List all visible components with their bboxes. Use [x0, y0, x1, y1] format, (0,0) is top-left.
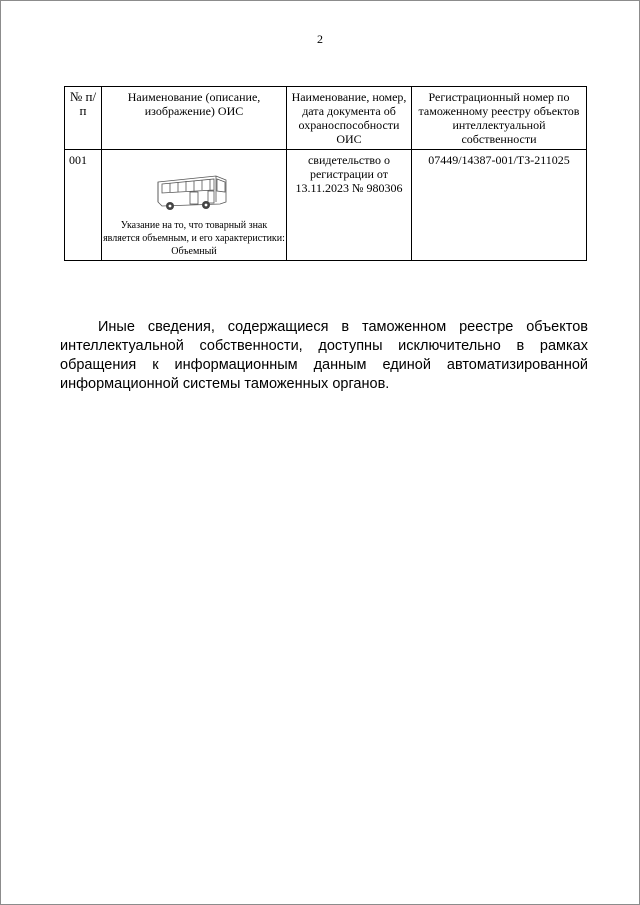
registry-table	[64, 86, 587, 261]
table-row	[65, 150, 587, 261]
row-registration-number: 07449/14387-001/ТЗ-211025	[412, 150, 587, 261]
row-description	[102, 150, 287, 261]
header-number: № п/п	[65, 87, 102, 150]
row-document: свидетельство о регистрации от 13.11.2023 № 980306	[287, 150, 412, 261]
trademark-note: Указание на то, что товарный знак является объемным, и его характеристики: Объемный	[103, 220, 285, 257]
page-number: 2	[317, 32, 323, 46]
table-header-row	[65, 87, 587, 150]
header-document: Наименование, номер, дата документа об охраноспособности ОИС	[287, 87, 412, 150]
info-paragraph: Иные сведения, содержащиеся в таможенном реестре объектов интеллектуальной собственности, доступны исключительно в рамках обращения к информационным данным единой автоматизированной информационной системы таможенных органов.	[60, 319, 588, 392]
header-name: Наименование (описание, изображение) ОИС	[102, 87, 287, 150]
row-number: 001	[65, 150, 102, 261]
bus-icon	[154, 168, 230, 214]
header-registration: Регистрационный номер по таможенному реестру объектов интеллектуальной собственности	[412, 87, 587, 150]
